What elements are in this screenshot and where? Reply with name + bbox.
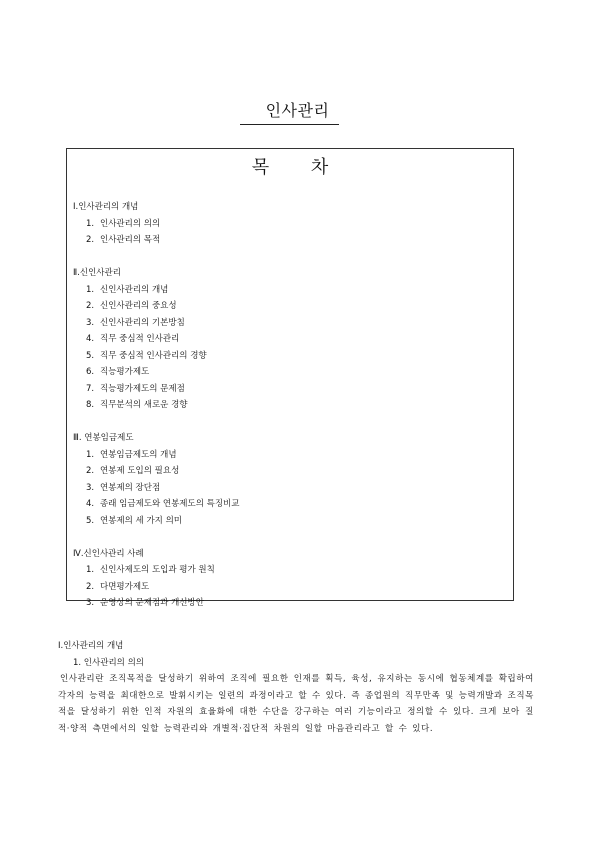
toc-item-label: 종래 임금제도와 연봉제도의 특징비교 bbox=[100, 499, 240, 509]
toc-item-label: 운영상의 문제점과 개선방안 bbox=[100, 598, 204, 608]
toc-section-title: Ⅲ. 연봉임금제도 bbox=[73, 433, 134, 443]
toc-item bbox=[73, 216, 503, 233]
toc-item bbox=[73, 381, 503, 398]
title-underline bbox=[240, 124, 339, 125]
toc-item-number: 2. bbox=[86, 301, 95, 311]
toc-item bbox=[73, 348, 503, 365]
toc-item-label: 신인사관리의 기본방침 bbox=[100, 317, 185, 328]
toc-item-number: 8. bbox=[86, 400, 95, 410]
toc-item bbox=[73, 463, 503, 480]
toc-item-label: 신인사관리의 중요성 bbox=[100, 301, 177, 311]
toc-item bbox=[73, 579, 503, 596]
toc-item-label: 직능평가제도의 문제점 bbox=[100, 383, 185, 394]
toc-item bbox=[73, 513, 503, 530]
toc-item bbox=[73, 480, 503, 497]
document-title: 인사관리 bbox=[265, 101, 330, 120]
toc-item-number: 5. bbox=[86, 515, 95, 526]
toc-section bbox=[73, 430, 503, 529]
toc-item-number: 7. bbox=[86, 383, 95, 394]
toc-item-number: 3. bbox=[86, 598, 95, 608]
toc-item-number: 2. bbox=[86, 466, 95, 476]
toc-item-label: 직무 중심적 인사관리 bbox=[100, 334, 180, 344]
toc-item-label: 연봉제의 세 가지 의미 bbox=[100, 515, 183, 526]
toc-section-title: Ⅱ.신인사관리 bbox=[73, 268, 121, 278]
toc-item bbox=[73, 232, 503, 249]
toc-item-label: 다면평가제도 bbox=[100, 581, 150, 592]
toc-item bbox=[73, 364, 503, 381]
toc-section-title: Ⅳ.신인사관리 사례 bbox=[73, 548, 144, 559]
toc-section bbox=[73, 546, 503, 612]
toc-item-label: 신인사관리의 개념 bbox=[100, 284, 169, 295]
toc-item-number: 5. bbox=[86, 350, 95, 361]
toc-item-label: 연봉임금제도의 개념 bbox=[100, 449, 177, 460]
toc-item-number: 4. bbox=[86, 499, 95, 509]
toc-item-number: 3. bbox=[86, 317, 95, 328]
toc-section-title: Ⅰ.인사관리의 개념 bbox=[73, 202, 139, 212]
toc-item-label: 직무 중심적 인사관리의 경향 bbox=[100, 350, 207, 361]
toc-item-label: 인사관리의 목적 bbox=[100, 235, 161, 245]
toc-section bbox=[73, 265, 503, 414]
toc-item-label: 연봉제 도입의 필요성 bbox=[100, 466, 180, 476]
toc-item-label: 직능평가제도 bbox=[100, 367, 150, 377]
toc-item bbox=[73, 282, 503, 299]
toc-item bbox=[73, 397, 503, 414]
toc-item-label: 신인사제도의 도입과 평가 원칙 bbox=[100, 565, 215, 575]
toc-item bbox=[73, 331, 503, 348]
toc-item-number: 6. bbox=[86, 367, 95, 377]
toc-item bbox=[73, 298, 503, 315]
toc-item bbox=[73, 315, 503, 332]
toc-item-label: 인사관리의 의의 bbox=[100, 218, 161, 229]
toc-item bbox=[73, 562, 503, 579]
table-of-contents bbox=[66, 148, 514, 608]
subsection-heading: 1. 인사관리의 의의 bbox=[73, 657, 144, 668]
toc-item-number: 3. bbox=[86, 482, 95, 493]
toc-item-number: 4. bbox=[86, 334, 95, 344]
toc-item bbox=[73, 447, 503, 464]
toc-item-label: 연봉제의 장단점 bbox=[100, 482, 161, 493]
toc-item-number: 1. bbox=[86, 449, 95, 460]
toc-item bbox=[73, 595, 503, 612]
toc-item-number: 2. bbox=[86, 581, 95, 592]
toc-item bbox=[73, 496, 503, 513]
toc-item-number: 1. bbox=[86, 284, 95, 295]
toc-section bbox=[73, 199, 503, 249]
toc-item-number: 2. bbox=[86, 235, 95, 245]
section-heading: Ⅰ.인사관리의 개념 bbox=[58, 641, 124, 651]
toc-heading: 목 차 bbox=[251, 157, 347, 178]
toc-item-number: 1. bbox=[86, 565, 95, 575]
toc-section-list bbox=[73, 199, 503, 628]
body-section bbox=[58, 638, 534, 737]
body-paragraph: 인사관리란 조직목적을 달성하기 위하여 조직에 필요한 인재를 획득, 육성, 유지하는 동시에 협동체계를 확립하여 각자의 능력을 최대한으로 발휘시키는 일련의 과정이라고 할 수 있다. 즉 종업원의 직무만족 및 능력개발과 조직목적을 달성하기 위한 인적 자원의 효율화에 대한 수단을 강구하는 여러 기능이라고 정의할 수 있다. 크게 보아 질적·양적 측면에서의 일할 능력관리와 개별적·집단적 차원의 일할 마음관리라고 할 수 있다. bbox=[58, 674, 534, 734]
toc-item-number: 1. bbox=[86, 218, 95, 229]
toc-item-label: 직무분석의 새로운 경향 bbox=[100, 400, 188, 410]
